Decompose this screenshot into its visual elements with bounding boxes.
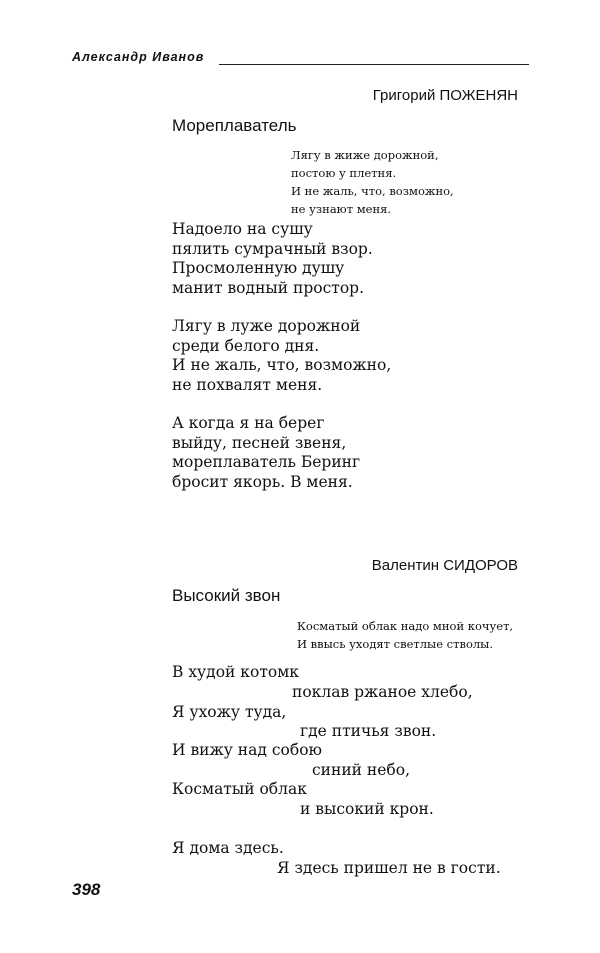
verse-line: Я ухожу туда, <box>172 703 287 721</box>
epigraph-line: И не жаль, что, возможно, <box>291 184 454 198</box>
verse-line: мореплаватель Беринг <box>172 453 361 471</box>
verse-line: Надоело на сушу <box>172 220 313 238</box>
epigraph-line: Косматый облак надо мной кочует, <box>297 619 514 633</box>
epigraph-line: не узнают меня. <box>291 202 392 216</box>
verse-line: Просмоленную душу <box>172 259 345 277</box>
page-number: 398 <box>72 880 101 899</box>
poem2-epigraph <box>297 617 513 653</box>
poem1-title: Мореплаватель <box>172 116 297 135</box>
verse-line: Косматый облак <box>172 780 307 798</box>
running-header <box>72 50 529 70</box>
verse-line: Лягу в луже дорожной <box>172 317 361 335</box>
running-title: Александр Иванов <box>72 50 205 64</box>
verse-line: Я здесь пришел не в гости. <box>277 859 501 877</box>
verse-line: где птичья звон. <box>300 722 437 740</box>
verse-line: И вижу над собою <box>172 741 323 759</box>
poem1-author: Григорий ПОЖЕНЯН <box>372 87 518 104</box>
verse-line: поклав ржаное хлебо, <box>292 683 473 701</box>
verse-line: не похвалят меня. <box>172 375 323 394</box>
poem1-stanza-2 <box>172 317 391 395</box>
poem1-stanza-3 <box>172 414 360 492</box>
verse-line: среди белого дня. <box>172 336 320 355</box>
epigraph-line: И ввысь уходят светлые стволы. <box>297 637 493 651</box>
epigraph-line: Лягу в жиже дорожной, <box>291 148 439 162</box>
poem2-title: Высокий звон <box>172 586 281 605</box>
verse-line: и высокий крон. <box>300 800 434 818</box>
verse-line: бросит якорь. В меня. <box>172 472 353 491</box>
verse-line: И не жаль, что, возможно, <box>172 356 392 374</box>
verse-line: выйду, песней звеня, <box>172 433 347 452</box>
poem1-stanza-1 <box>172 220 373 298</box>
verse-line: пялить сумрачный взор. <box>172 239 373 258</box>
verse-line: В худой котомк <box>172 663 299 681</box>
verse-line: А когда я на берег <box>172 414 325 432</box>
verse-line: Я дома здесь. <box>172 839 284 857</box>
header-rule <box>219 64 529 65</box>
poem2-author: Валентин СИДОРОВ <box>371 557 518 574</box>
poem1-epigraph <box>291 146 454 218</box>
epigraph-line: постою у плетня. <box>291 166 397 180</box>
verse-line: манит водный простор. <box>172 278 365 297</box>
verse-line: синий небо, <box>312 761 411 779</box>
